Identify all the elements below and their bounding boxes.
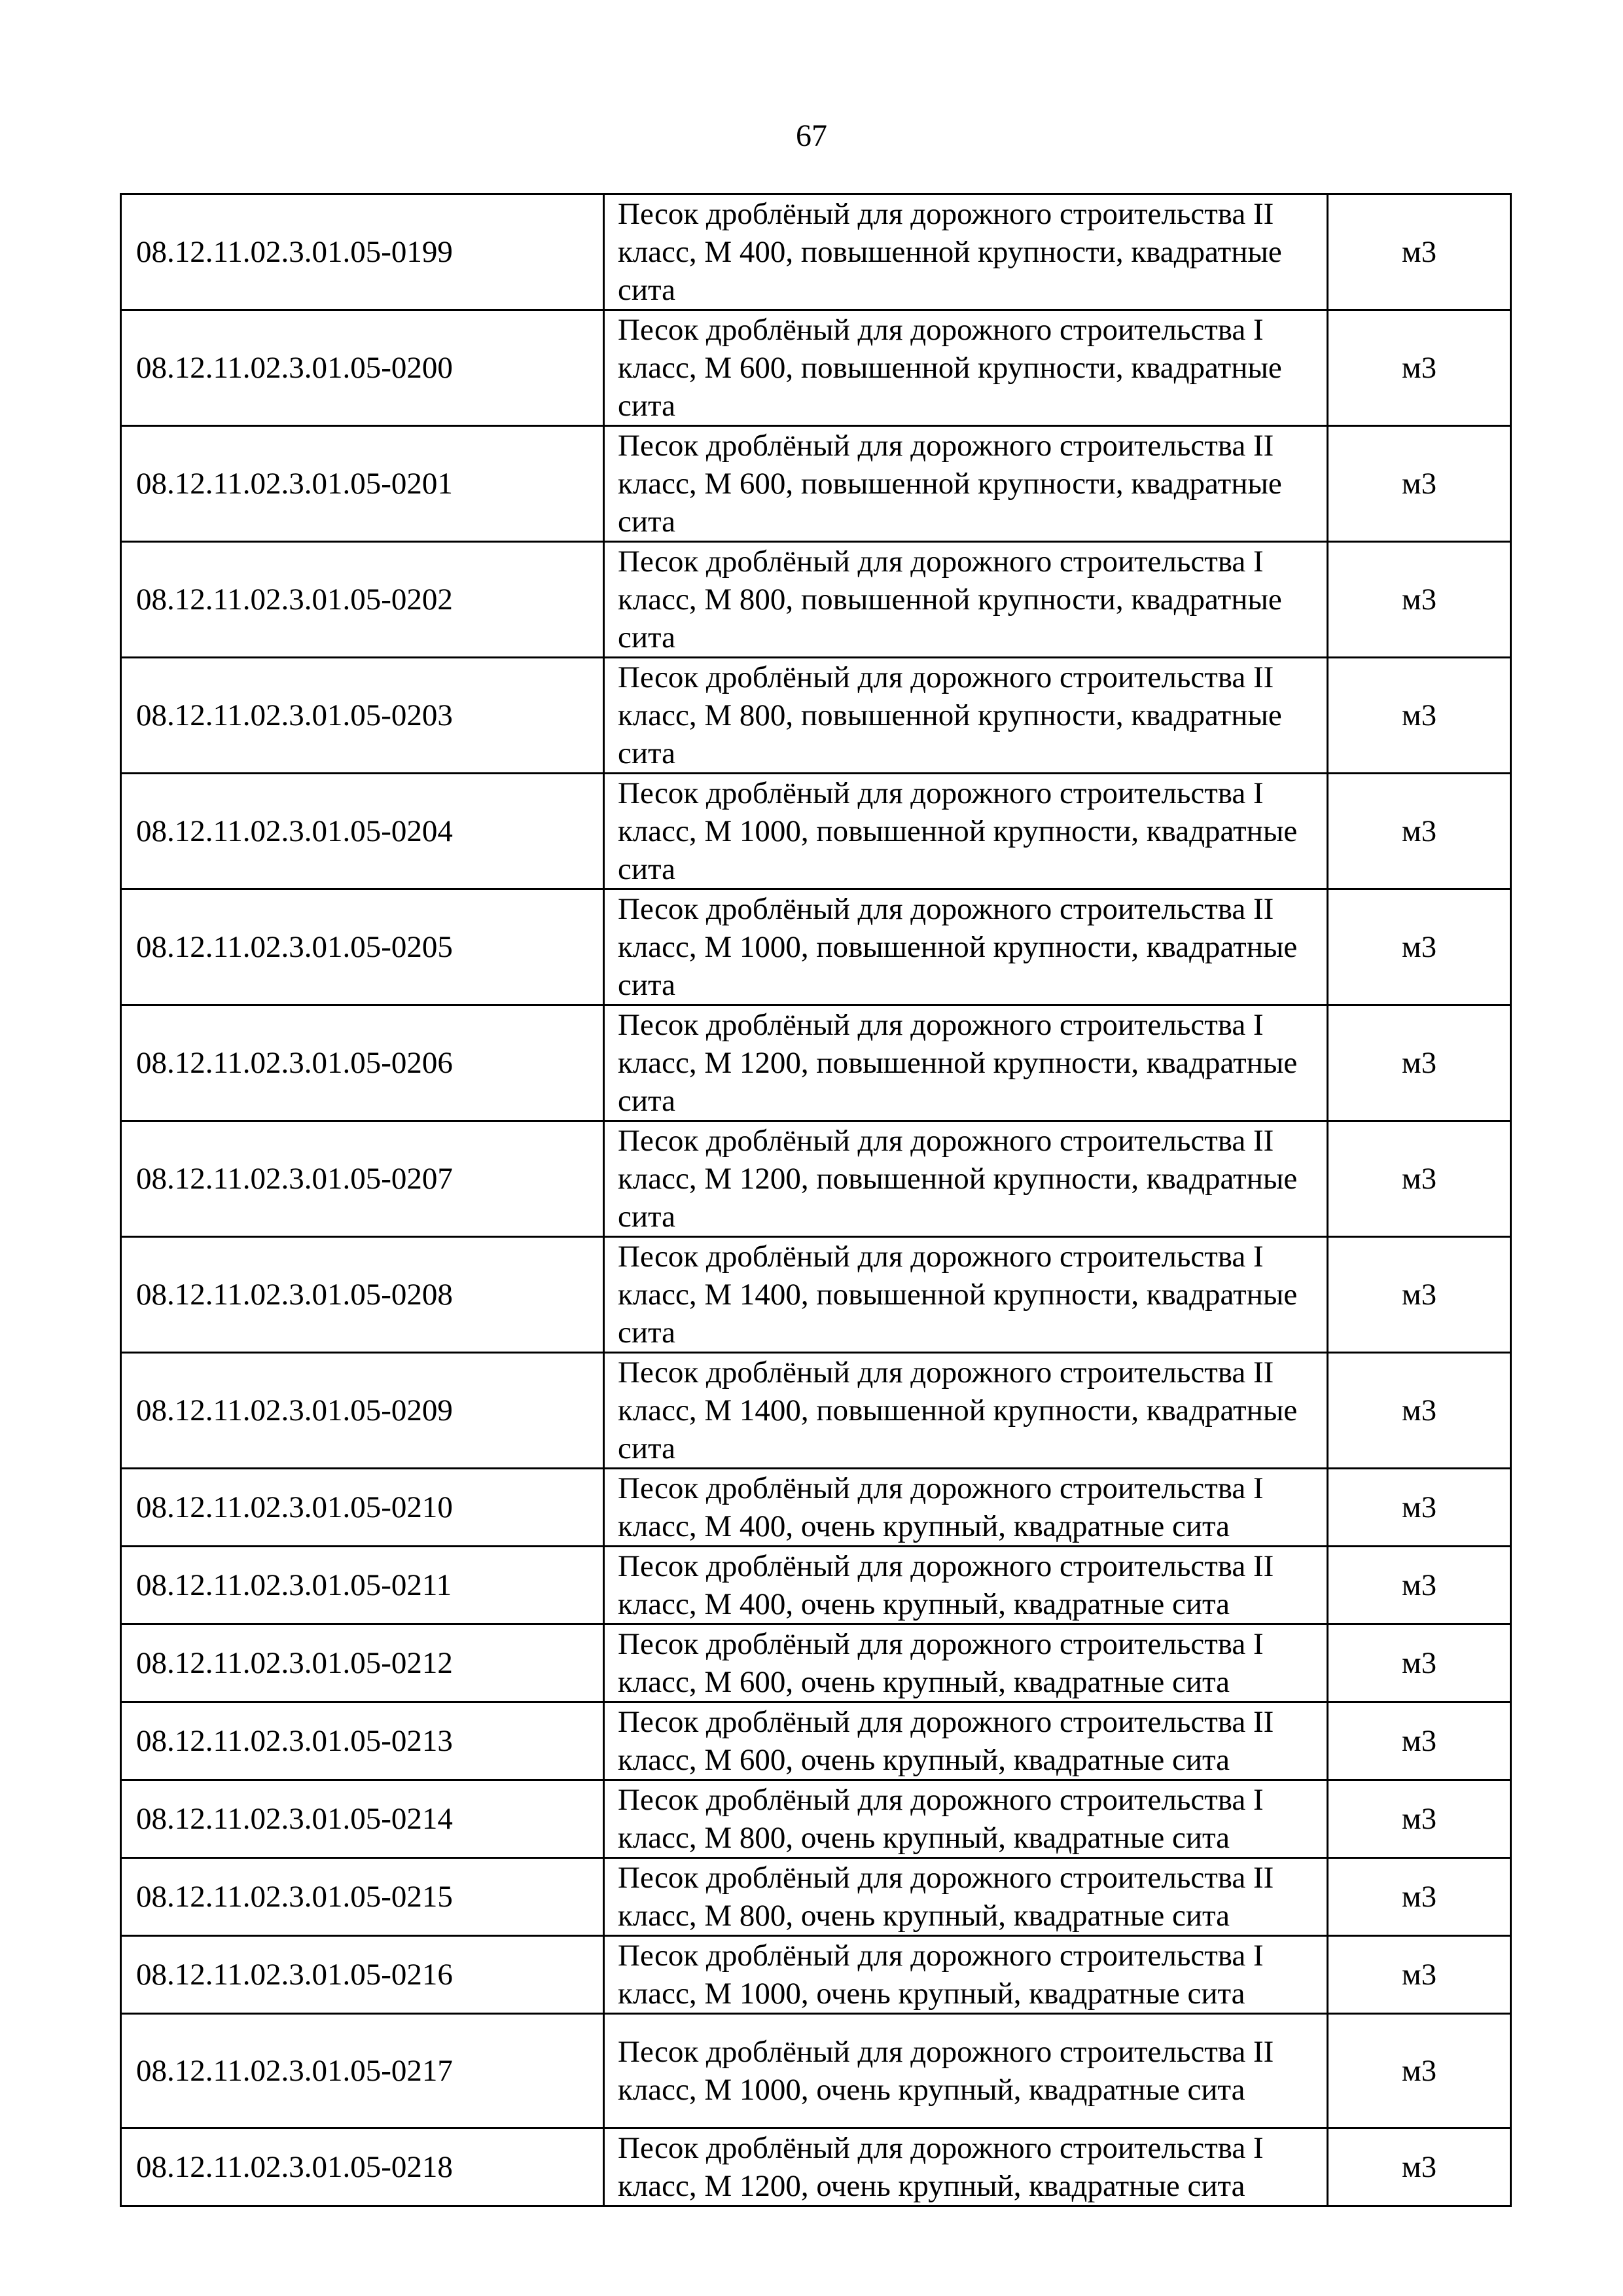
code-cell: 08.12.11.02.3.01.05-0218 bbox=[121, 2128, 604, 2206]
description-cell: Песок дроблёный для дорожного строительства I класс, М 1200, повышенной крупности, квадратные сита bbox=[604, 1005, 1328, 1121]
table-row bbox=[121, 889, 1511, 1005]
unit-cell: м3 bbox=[1328, 1780, 1511, 1858]
description-cell: Песок дроблёный для дорожного строительства II класс, М 800, очень крупный, квадратные сита bbox=[604, 1858, 1328, 1936]
table-row bbox=[121, 1005, 1511, 1121]
table-row bbox=[121, 1936, 1511, 2014]
code-cell: 08.12.11.02.3.01.05-0205 bbox=[121, 889, 604, 1005]
description-cell: Песок дроблёный для дорожного строительства I класс, М 600, повышенной крупности, квадратные сита bbox=[604, 310, 1328, 426]
table-row bbox=[121, 1702, 1511, 1780]
unit-cell: м3 bbox=[1328, 1237, 1511, 1353]
page-number: 67 bbox=[796, 118, 827, 153]
code-cell: 08.12.11.02.3.01.05-0211 bbox=[121, 1547, 604, 1624]
description-cell: Песок дроблёный для дорожного строительства I класс, М 800, повышенной крупности, квадратные сита bbox=[604, 542, 1328, 658]
description-cell: Песок дроблёный для дорожного строительства II класс, М 400, повышенной крупности, квадратные сита bbox=[604, 194, 1328, 310]
table-row bbox=[121, 1237, 1511, 1353]
description-cell: Песок дроблёный для дорожного строительства II класс, М 800, повышенной крупности, квадратные сита bbox=[604, 658, 1328, 774]
table-row bbox=[121, 1858, 1511, 1936]
table-row bbox=[121, 1469, 1511, 1547]
code-cell: 08.12.11.02.3.01.05-0200 bbox=[121, 310, 604, 426]
description-cell: Песок дроблёный для дорожного строительства II класс, М 1000, очень крупный, квадратные сита bbox=[604, 2014, 1328, 2128]
code-cell: 08.12.11.02.3.01.05-0212 bbox=[121, 1624, 604, 1702]
code-cell: 08.12.11.02.3.01.05-0217 bbox=[121, 2014, 604, 2128]
code-cell: 08.12.11.02.3.01.05-0199 bbox=[121, 194, 604, 310]
description-cell: Песок дроблёный для дорожного строительства II класс, М 1000, повышенной крупности, квадратные сита bbox=[604, 889, 1328, 1005]
code-cell: 08.12.11.02.3.01.05-0208 bbox=[121, 1237, 604, 1353]
table-row bbox=[121, 194, 1511, 310]
unit-cell: м3 bbox=[1328, 889, 1511, 1005]
description-cell: Песок дроблёный для дорожного строительства II класс, М 400, очень крупный, квадратные сита bbox=[604, 1547, 1328, 1624]
unit-cell: м3 bbox=[1328, 1624, 1511, 1702]
table-row bbox=[121, 542, 1511, 658]
code-cell: 08.12.11.02.3.01.05-0202 bbox=[121, 542, 604, 658]
table-row bbox=[121, 1353, 1511, 1469]
table-row bbox=[121, 426, 1511, 542]
code-cell: 08.12.11.02.3.01.05-0206 bbox=[121, 1005, 604, 1121]
table-row bbox=[121, 2014, 1511, 2128]
description-cell: Песок дроблёный для дорожного строительства I класс, М 800, очень крупный, квадратные сита bbox=[604, 1780, 1328, 1858]
description-cell: Песок дроблёный для дорожного строительства I класс, М 1000, очень крупный, квадратные сита bbox=[604, 1936, 1328, 2014]
table-row bbox=[121, 1780, 1511, 1858]
code-cell: 08.12.11.02.3.01.05-0214 bbox=[121, 1780, 604, 1858]
unit-cell: м3 bbox=[1328, 1353, 1511, 1469]
code-cell: 08.12.11.02.3.01.05-0204 bbox=[121, 774, 604, 889]
unit-cell: м3 bbox=[1328, 542, 1511, 658]
table-row bbox=[121, 774, 1511, 889]
code-cell: 08.12.11.02.3.01.05-0210 bbox=[121, 1469, 604, 1547]
unit-cell: м3 bbox=[1328, 1858, 1511, 1936]
unit-cell: м3 bbox=[1328, 1702, 1511, 1780]
unit-cell: м3 bbox=[1328, 658, 1511, 774]
description-cell: Песок дроблёный для дорожного строительства II класс, М 600, повышенной крупности, квадратные сита bbox=[604, 426, 1328, 542]
description-cell: Песок дроблёный для дорожного строительства I класс, М 600, очень крупный, квадратные сита bbox=[604, 1624, 1328, 1702]
unit-cell: м3 bbox=[1328, 774, 1511, 889]
unit-cell: м3 bbox=[1328, 1121, 1511, 1237]
code-cell: 08.12.11.02.3.01.05-0209 bbox=[121, 1353, 604, 1469]
table-row bbox=[121, 1121, 1511, 1237]
table-row bbox=[121, 310, 1511, 426]
code-cell: 08.12.11.02.3.01.05-0203 bbox=[121, 658, 604, 774]
description-cell: Песок дроблёный для дорожного строительства I класс, М 1000, повышенной крупности, квадратные сита bbox=[604, 774, 1328, 889]
table-row bbox=[121, 658, 1511, 774]
code-cell: 08.12.11.02.3.01.05-0201 bbox=[121, 426, 604, 542]
unit-cell: м3 bbox=[1328, 426, 1511, 542]
table-row bbox=[121, 2128, 1511, 2206]
code-cell: 08.12.11.02.3.01.05-0207 bbox=[121, 1121, 604, 1237]
description-cell: Песок дроблёный для дорожного строительства I класс, М 1200, очень крупный, квадратные сита bbox=[604, 2128, 1328, 2206]
unit-cell: м3 bbox=[1328, 310, 1511, 426]
description-cell: Песок дроблёный для дорожного строительства II класс, М 1400, повышенной крупности, квадратные сита bbox=[604, 1353, 1328, 1469]
description-cell: Песок дроблёный для дорожного строительства I класс, М 400, очень крупный, квадратные сита bbox=[604, 1469, 1328, 1547]
unit-cell: м3 bbox=[1328, 1469, 1511, 1547]
table-row bbox=[121, 1547, 1511, 1624]
unit-cell: м3 bbox=[1328, 194, 1511, 310]
description-cell: Песок дроблёный для дорожного строительства II класс, М 1200, повышенной крупности, квадратные сита bbox=[604, 1121, 1328, 1237]
description-cell: Песок дроблёный для дорожного строительства II класс, М 600, очень крупный, квадратные сита bbox=[604, 1702, 1328, 1780]
unit-cell: м3 bbox=[1328, 2014, 1511, 2128]
code-cell: 08.12.11.02.3.01.05-0213 bbox=[121, 1702, 604, 1780]
code-cell: 08.12.11.02.3.01.05-0215 bbox=[121, 1858, 604, 1936]
unit-cell: м3 bbox=[1328, 1936, 1511, 2014]
table-row bbox=[121, 1624, 1511, 1702]
unit-cell: м3 bbox=[1328, 2128, 1511, 2206]
code-cell: 08.12.11.02.3.01.05-0216 bbox=[121, 1936, 604, 2014]
unit-cell: м3 bbox=[1328, 1547, 1511, 1624]
unit-cell: м3 bbox=[1328, 1005, 1511, 1121]
materials-table bbox=[120, 193, 1512, 2207]
description-cell: Песок дроблёный для дорожного строительства I класс, М 1400, повышенной крупности, квадратные сита bbox=[604, 1237, 1328, 1353]
